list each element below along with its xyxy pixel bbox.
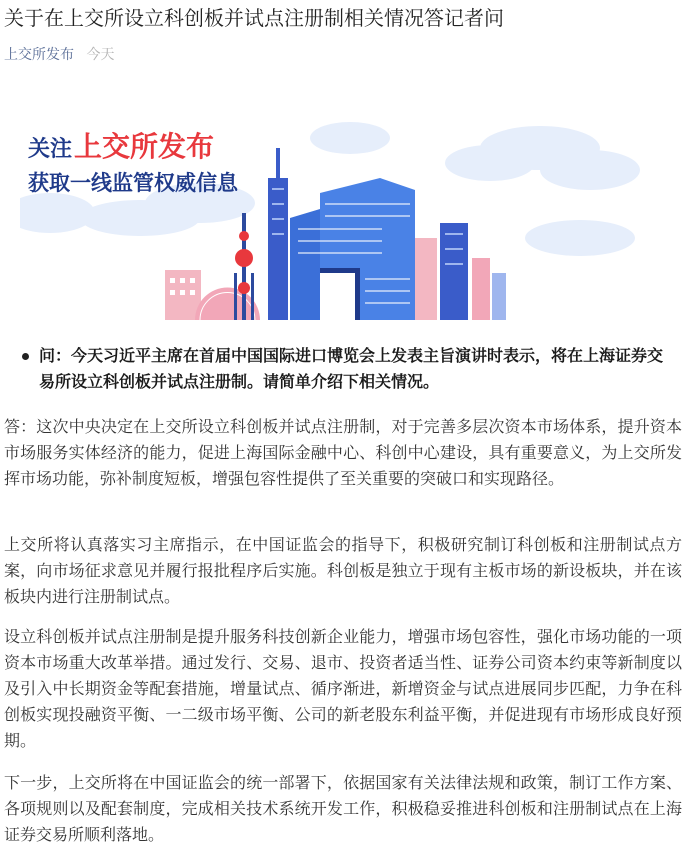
article-title: 关于在上交所设立科创板并试点注册制相关情况答记者问 (4, 6, 504, 30)
banner-line2: 获取一线监管权威信息 (28, 171, 238, 195)
banner-line1-prefix: 关注 (28, 137, 73, 162)
question-item (22, 343, 672, 395)
banner-image (20, 108, 645, 320)
article-meta (4, 45, 114, 65)
paragraph-3: 设立科创板并试点注册制是提升服务科技创新企业能力，增强市场包容性，强化市场功能的一项资本市场重大改革举措。通过发行、交易、退市、投资者适当性、证券公司资本约束等新制度以及引入中长期资金等配套措施，增量试点、循序渐进，新增资金与试点进展同步匹配，力争在科创板实现投融资平衡、一二级市场平衡、公司的新老股东利益平衡，并促进现有市场形成良好预期。 (4, 627, 682, 750)
question-text: 问：今天习近平主席在首届中国国际进口博览会上发表主旨演讲时表示，将在上海证券交易所设立科创板并试点注册制。请简单介绍下相关情况。 (39, 346, 664, 391)
paragraph-2: 上交所将认真落实习主席指示，在中国证监会的指导下，积极研究制订科创板和注册制试点方案，向市场征求意见并履行报批程序后实施。科创板是独立于现有主板市场的新设板块，并在该板块内进行注册制试点。 (4, 535, 682, 606)
author-link[interactable]: 上交所发布 (4, 47, 74, 63)
bullet-icon (22, 353, 29, 360)
banner-line1-brand: 上交所发布 (74, 130, 215, 163)
publish-date: 今天 (86, 47, 115, 63)
paragraph-4: 下一步，上交所将在中国证监会的统一部署下，依据国家有关法律法规和政策，制订工作方案、各项规则以及配套制度，完成相关技术系统开发工作，积极稳妥推进科创板和注册制试点在上海证券交易所顺利落地。 (4, 773, 682, 844)
answer-paragraph: 答：这次中央决定在上交所设立科创板并试点注册制，对于完善多层次资本市场体系，提升资本市场服务实体经济的能力，促进上海国际金融中心、科创中心建设，具有重要意义，为上交所发挥市场功能，弥补制度短板，增强包容性提供了至关重要的突破口和实现路径。 (4, 417, 682, 488)
